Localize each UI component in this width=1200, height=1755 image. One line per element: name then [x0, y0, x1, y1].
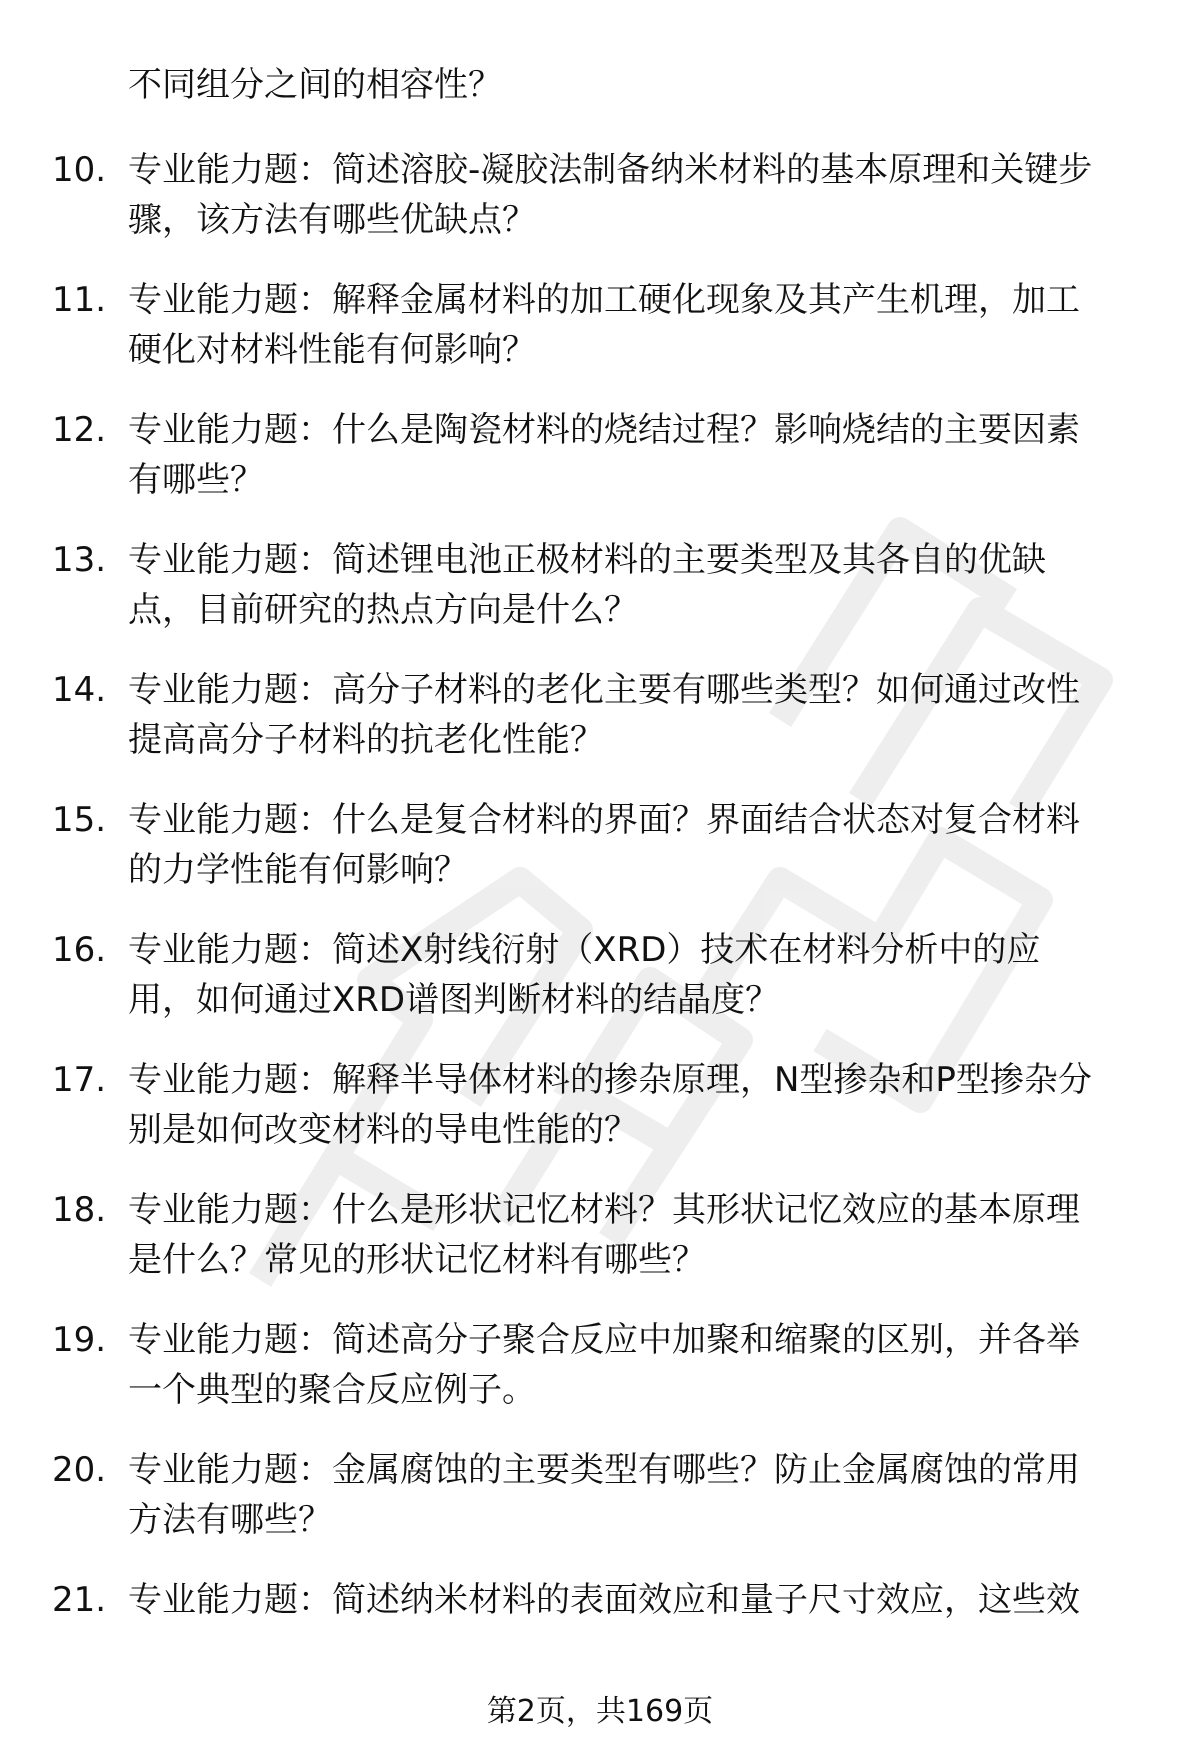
question-text: 专业能力题：什么是复合材料的界面？界面结合状态对复合材料 的力学性能有何影响？ [128, 800, 1080, 890]
question-item [0, 1445, 1200, 1575]
page-footer: 第2页，共169页 [486, 1694, 714, 1729]
question-item [0, 535, 1200, 665]
question-text: 专业能力题：简述溶胶-凝胶法制备纳米材料的基本原理和关键步 骤，该方法有哪些优缺点？ [128, 150, 1093, 240]
question-text: 专业能力题：解释半导体材料的掺杂原理，N型掺杂和P型掺杂分 别是如何改变材料的导电性能的？ [128, 1060, 1092, 1150]
question-text: 专业能力题：解释金属材料的加工硬化现象及其产生机理，加工 硬化对材料性能有何影响？ [128, 280, 1080, 370]
question-item [0, 795, 1200, 925]
question-text: 专业能力题：简述高分子聚合反应中加聚和缩聚的区别，并各举 一个典型的聚合反应例子。 [128, 1320, 1080, 1410]
question-item [0, 405, 1200, 535]
question-text: 专业能力题：什么是陶瓷材料的烧结过程？影响烧结的主要因素 有哪些？ [128, 410, 1080, 500]
question-number: 15. [52, 800, 107, 840]
question-number: 16. [52, 930, 107, 970]
question-item [0, 145, 1200, 275]
question-text: 专业能力题：简述锂电池正极材料的主要类型及其各自的优缺 点，目前研究的热点方向是什么？ [128, 540, 1046, 630]
question-text: 专业能力题：什么是形状记忆材料？其形状记忆效应的基本原理 是什么？常见的形状记忆材料有哪些？ [128, 1190, 1080, 1280]
continuation-line: 不同组分之间的相容性？ [128, 65, 502, 105]
question-number: 21. [52, 1580, 107, 1620]
question-number: 19. [52, 1320, 107, 1360]
question-list [0, 145, 1200, 1705]
question-text: 专业能力题：金属腐蚀的主要类型有哪些？防止金属腐蚀的常用 方法有哪些？ [128, 1450, 1080, 1540]
question-item [0, 1055, 1200, 1185]
question-text: 专业能力题：简述X射线衍射（XRD）技术在材料分析中的应 用，如何通过XRD谱图判断材料的结晶度？ [128, 930, 1041, 1020]
question-item [0, 275, 1200, 405]
question-item [0, 1575, 1200, 1705]
question-number: 11. [52, 280, 107, 320]
question-number: 20. [52, 1450, 107, 1490]
question-text: 专业能力题：简述纳米材料的表面效应和量子尺寸效应，这些效 [128, 1580, 1080, 1620]
question-number: 12. [52, 410, 107, 450]
question-number: 14. [52, 670, 107, 710]
question-text: 专业能力题：高分子材料的老化主要有哪些类型？如何通过改性 提高高分子材料的抗老化性能？ [128, 670, 1080, 760]
question-item [0, 665, 1200, 795]
question-item [0, 1185, 1200, 1315]
question-item [0, 925, 1200, 1055]
question-item [0, 1315, 1200, 1445]
question-number: 18. [52, 1190, 107, 1230]
question-number: 17. [52, 1060, 107, 1100]
question-number: 13. [52, 540, 107, 580]
question-number: 10. [52, 150, 107, 190]
